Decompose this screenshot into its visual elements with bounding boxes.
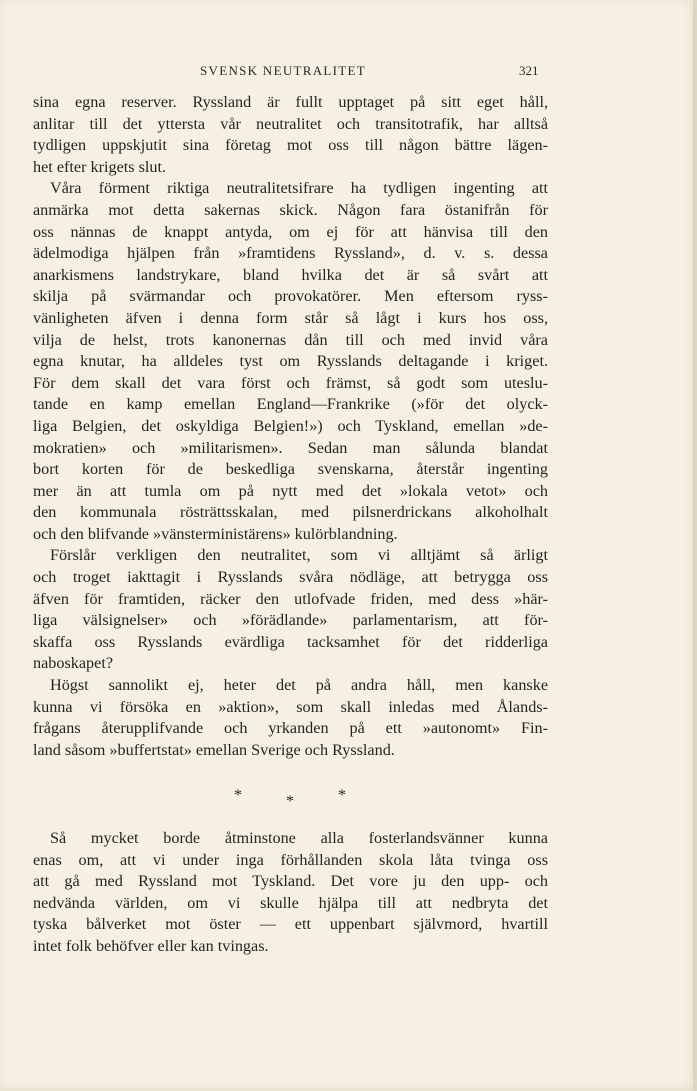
text-line: mer än att tumla om på nytt med det »lokala vetot» och [33, 481, 548, 500]
text-line: het efter krigets slut. [33, 157, 167, 176]
text-line: nedvända världen, om vi skulle hjälpa till att nedbryta det [33, 893, 548, 912]
text-line: ädelmodiga hjälpen från »framtidens Ryssland», d. v. s. dessa [33, 244, 548, 263]
text-line: Högst sannolikt ej, heter det på andra håll, men kanske [50, 676, 548, 695]
page-edge [693, 0, 697, 1091]
text-line: tande en kamp emellan England—Frankrike (»för det olyck- [33, 395, 548, 414]
text-line: anlitar till det yttersta vår neutralitet och transitotrafik, har alltså [33, 114, 548, 133]
section-divider [0, 787, 697, 811]
text-line: vänligheten äfven i denna form står så lågt i kurs hos oss, [33, 308, 548, 327]
text-line: den kommunala rösträttsskalan, med pilsnerdrickans alkoholhalt [33, 503, 548, 522]
text-line: frågans återupplifvande och yrkanden på ett »autonomt» Fin- [33, 719, 548, 738]
text-line: oss nännas de knappt antyda, om ej för att hänvisa till den [33, 222, 548, 241]
text-line: och troget iakttagit i Rysslands svåra nödläge, att betrygga oss [33, 568, 548, 587]
text-line: Förslår verkligen den neutralitet, som vi alltjämt så ärligt [50, 546, 548, 565]
text-line: mokratien» och »militarismen». Sedan man sålunda blandat [33, 438, 548, 457]
text-line: och den blifvande »vänsterministärens» kulörblandning. [33, 524, 398, 543]
text-line: tydligen uppskjutit sina företag mot oss till någon bättre lägen- [33, 136, 548, 155]
text-line: skaffa oss Rysslands evärdliga tacksamhet för det ridderliga [33, 632, 548, 651]
text-line: naboskapet? [33, 654, 114, 673]
closing-paragraph [33, 828, 548, 958]
text-line: liga välsignelser» och »förädlande» parlamentarism, att för- [33, 611, 548, 630]
text-line: skilja på svärmandar och provokatörer. Men eftersom ryss- [33, 287, 548, 306]
text-line: Våra förment riktiga neutralitetsifrare ha tydligen ingenting att [50, 179, 548, 198]
text-line: För dem skall det vara först och främst, så godt som uteslu- [33, 373, 548, 392]
text-line: land såsom »buffertstat» emellan Sverige och Ryssland. [33, 740, 395, 759]
text-line: vilja de helst, trots kanonernas dån till och med invid våra [33, 330, 548, 349]
running-title: SVENSK NEUTRALITET [200, 63, 367, 78]
text-line: bort korten för de beskedliga svenskarna, återstår ingenting [33, 460, 548, 479]
asterisk: * [286, 793, 294, 810]
text-line: sina egna reserver. Ryssland är fullt upptaget på sitt eget håll, [33, 93, 548, 111]
text-line: Så mycket borde åtminstone alla fosterlandsvänner kunna [50, 829, 548, 847]
body-text [33, 92, 548, 761]
text-line: liga Belgien, det oskyldiga Belgien!») och Tyskland, emellan »de- [33, 416, 548, 435]
text-line: anarkismens landstrykare, bland hvilka det är så svårt att [33, 265, 548, 284]
text-line: intet folk behöfver eller kan tvingas. [33, 936, 269, 955]
text-line: tyska bålverket mot öster — ett uppenbart självmord, hvartill [33, 915, 548, 934]
page-number: 321 [519, 63, 539, 78]
text-line: egna knutar, ha alldeles tyst om Rysslands deltagande i kriget. [33, 352, 548, 371]
text-line: kunna vi försöka en »aktion», som skall inledas med Ålands- [33, 697, 548, 716]
text-line: att gå med Ryssland mot Tyskland. Det vore ju den upp- och [33, 872, 548, 891]
text-line: anmärka mot detta sakernas skick. Någon fara östanifrån för [33, 200, 548, 219]
asterisk: * [234, 787, 242, 804]
asterisk: * [338, 787, 346, 804]
text-line: enas om, att vi under inga förhållanden skola låta tvinga oss [33, 850, 548, 869]
text-line: äfven för framtiden, räcker den utlofvade friden, med dess »här- [33, 589, 548, 608]
